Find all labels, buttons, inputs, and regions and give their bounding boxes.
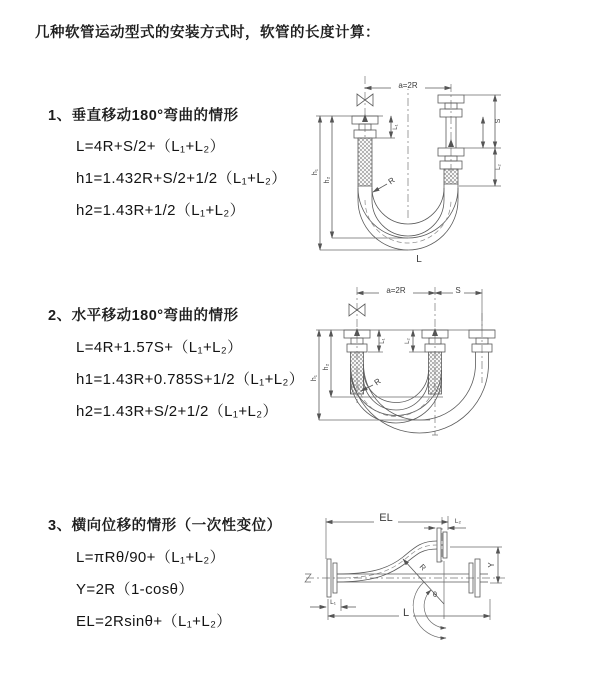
label-l: L: [402, 607, 410, 619]
dim-l1: [368, 330, 386, 352]
dim-s-top: [435, 286, 482, 329]
page-title: 几种软管运动型式的安装方式时，软管的长度计算：: [35, 25, 380, 41]
centerlines: [357, 287, 482, 435]
left-fitting: [344, 328, 370, 394]
label-h1: h₁: [311, 374, 318, 382]
label-h2: h₂: [323, 363, 330, 371]
label-theta: θ: [432, 590, 438, 599]
dim-el: [326, 511, 448, 559]
dim-y: [450, 547, 502, 583]
section-1-heading: 1、垂直移动180°弯曲的情形: [48, 108, 239, 124]
label-r: R: [386, 175, 397, 187]
dim-s: [459, 95, 502, 186]
construction-geometry: [403, 559, 446, 638]
formula-1-h2: h2=1.43R+1/2（L₁+L₂）: [76, 202, 246, 219]
label-y: Y: [487, 562, 496, 568]
label-a2r: a=2R: [398, 81, 418, 90]
label-a2r: a=2R: [386, 286, 406, 295]
formula-3-l: L=πRθ/90+（L₁+L₂）: [76, 549, 225, 566]
middle-fitting: [422, 328, 448, 394]
dim-l2: [495, 148, 502, 186]
section-2-heading: 2、水平移动180°弯曲的情形: [48, 308, 239, 324]
label-el: EL: [379, 512, 393, 524]
formula-2-l: L=4R+1.57S+（L₁+L₂）: [76, 339, 243, 356]
dim-l2: [424, 518, 466, 528]
diagram-horizontal-180-bend: [313, 283, 600, 463]
formula-3-el: EL=2Rsinθ+（L₁+L₂）: [76, 613, 232, 630]
formula-1-h1: h1=1.432R+S/2+1/2（L₁+L₂）: [76, 170, 287, 187]
label-l2: L₂: [496, 164, 502, 170]
label-l1: L₁: [380, 338, 386, 344]
label-r: R: [372, 376, 383, 388]
formula-2-h2: h2=1.43R+S/2+1/2（L₁+L₂）: [76, 403, 278, 420]
label-l1: L₁: [330, 599, 336, 606]
label-s: S: [495, 118, 502, 124]
hose-displaced: [337, 541, 437, 582]
formula-1-l: L=4R+S/2+（L₁+L₂）: [76, 138, 226, 155]
label-h2: h₂: [324, 176, 331, 184]
label-l2: L₂: [405, 338, 411, 344]
label-r: R: [417, 562, 428, 573]
dim-l: [328, 599, 490, 620]
label-l1: L₁: [393, 124, 399, 130]
dim-a2r: [365, 80, 451, 90]
formula-2-h1: h1=1.43R+0.785S+1/2（L₁+L₂）: [76, 371, 305, 388]
right-fitting: [438, 95, 464, 200]
formula-3-y: Y=2R（1-cosθ）: [76, 581, 194, 598]
dim-l1: [310, 599, 356, 611]
hose-u-bend: [351, 364, 489, 433]
section-3-heading: 3、横向位移的情形（一次性变位）: [48, 518, 282, 534]
diagram-lateral-displacement: [300, 503, 600, 658]
diagram-vertical-180-bend: [313, 70, 598, 265]
radius-leader: [373, 175, 397, 192]
label-l2: L₂: [454, 518, 462, 525]
dim-a2r: [357, 286, 435, 295]
dim-l1: [376, 116, 399, 138]
label-l: L: [416, 254, 422, 265]
label-h1: h₁: [312, 168, 319, 176]
label-s: S: [455, 286, 461, 295]
dim-h1: [311, 330, 430, 420]
